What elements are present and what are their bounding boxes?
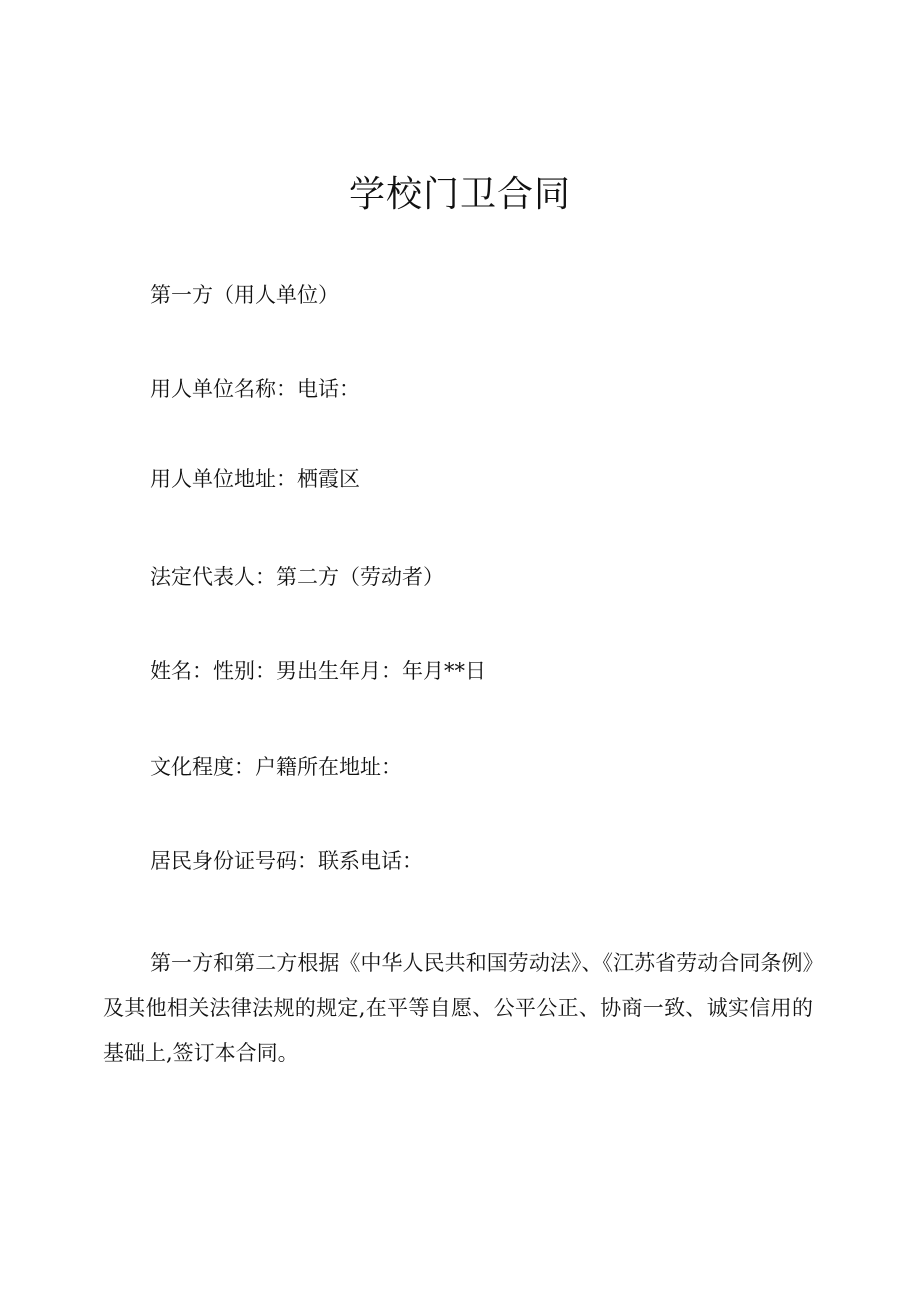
document-title: 学校门卫合同 [348, 174, 571, 215]
name-gender-birth-line: 姓名：性别：男出生年月：年月**日 [150, 659, 486, 683]
employer-name-phone-line: 用人单位名称：电话： [150, 377, 360, 401]
education-household-line: 文化程度：户籍所在地址： [150, 755, 402, 779]
contract-basis-paragraph: 第一方和第二方根据《中华人民共和国劳动法》、《江苏省劳动合同条例》及其他相关法律法规的规定,在平等自愿、公平公正、协商一致、诚实信用的基础上,签订本合同。 [103, 951, 813, 1065]
party-a-heading: 第一方（用人单位） [150, 283, 339, 307]
id-number-contact-line: 居民身份证号码：联系电话： [150, 849, 423, 873]
legal-rep-party-b-line: 法定代表人：第二方（劳动者） [150, 565, 444, 589]
employer-address-line: 用人单位地址：栖霞区 [150, 467, 360, 491]
